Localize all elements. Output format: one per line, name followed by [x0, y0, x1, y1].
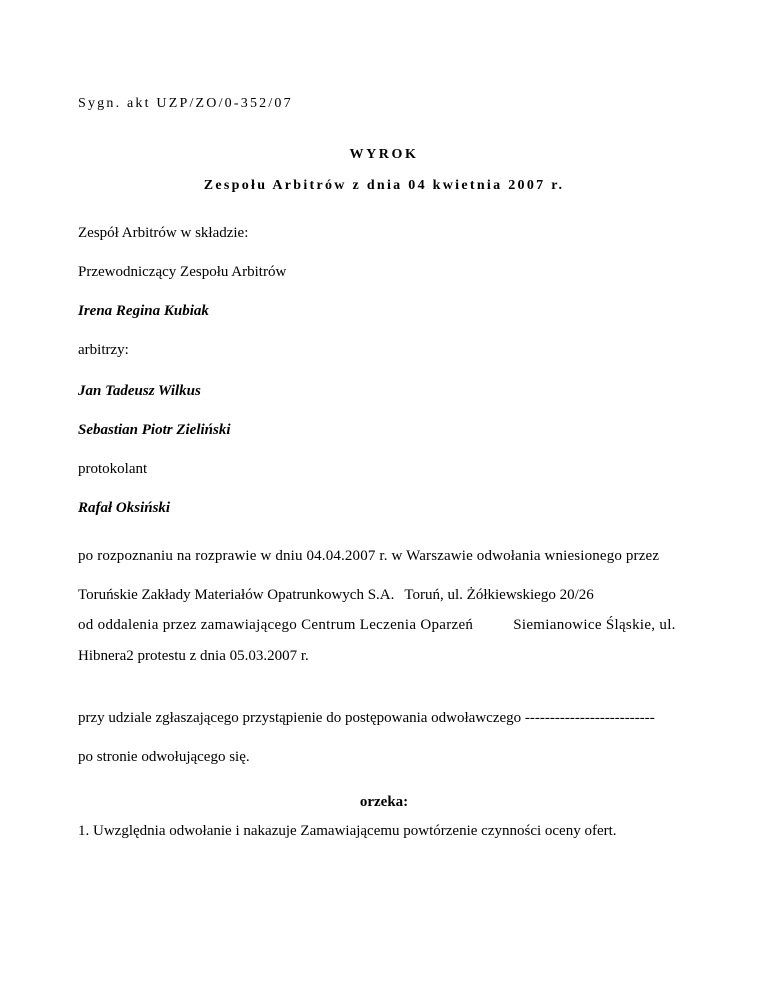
arbiter-name-1: Jan Tadeusz Wilkus: [78, 383, 201, 399]
panel-intro: Zespół Arbitrów w składzie:: [78, 225, 249, 241]
clerk-label: protokolant: [78, 461, 148, 477]
dismissal-text: od oddalenia przez zamawiającego Centrum Leczenia Oparzeń: [78, 617, 474, 633]
side-line: po stronie odwołującego się.: [78, 749, 250, 765]
protest-line: Hibnera2 protestu z dnia 05.03.2007 r.: [78, 648, 309, 664]
document-subtitle: Zespołu Arbitrów z dnia 04 kwietnia 2007 r.: [203, 178, 565, 193]
ruling-point-1: 1. Uwzględnia odwołanie i nakazuje Zamawiającemu powtórzenie czynności oceny ofert.: [78, 823, 617, 839]
arbiters-label: arbitrzy:: [78, 342, 129, 358]
clerk-name: Rafał Oksiński: [78, 500, 171, 516]
appellant-address: Toruń, ul. Żółkiewskiego 20/26: [404, 587, 594, 603]
document-title: WYROK: [349, 147, 419, 162]
hearing-line: po rozpoznaniu na rozprawie w dniu 04.04.2007 r. w Warszawie odwołania wniesionego przez: [78, 548, 660, 564]
chair-name: Irena Regina Kubiak: [78, 303, 209, 319]
appellant-line: [78, 586, 594, 604]
appellant-name: Toruńskie Zakłady Materiałów Opatrunkowych S.A.: [78, 587, 395, 603]
dismissal-location: Siemianowice Śląskie, ul.: [513, 617, 676, 633]
participation-line: przy udziale zgłaszającego przystąpienie do postępowania odwoławczego --------------------------: [78, 710, 655, 726]
ruling-heading: orzeka:: [359, 794, 409, 810]
dismissal-line: [78, 616, 676, 634]
case-signature: Sygn. akt UZP/ZO/0-352/07: [78, 96, 293, 111]
arbiter-name-2: Sebastian Piotr Zieliński: [78, 422, 231, 438]
chair-label: Przewodniczący Zespołu Arbitrów: [78, 264, 287, 280]
